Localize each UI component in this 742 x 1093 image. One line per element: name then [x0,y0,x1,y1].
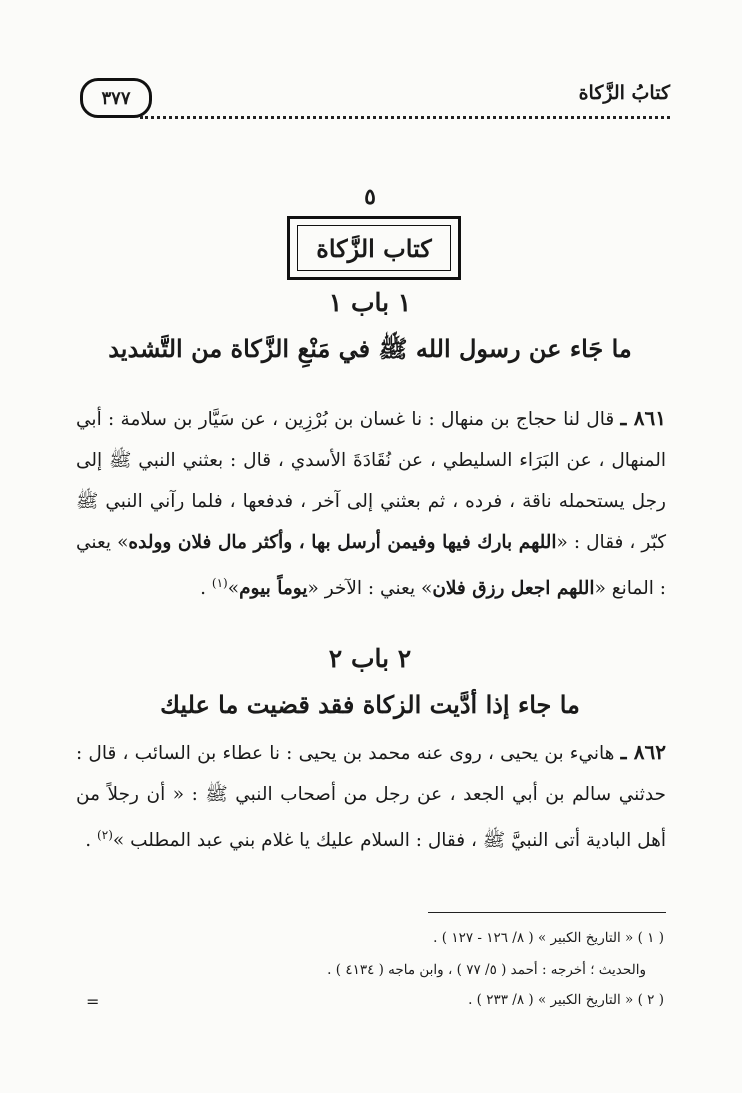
footnote-1-note: والحديث ؛ أخرجه : أحمد ( ٥/ ٧٧ ) ، وابن ماجه ( ٤١٣٤ ) . [327,962,646,978]
hadith-861-text-b: » يعني : المانع « [76,532,666,600]
book-title: كتاب الزَّكاة [297,225,451,271]
hadith-861-bold-c: يوماً بيوم [239,578,308,600]
hadith-862-text: هانيء بن يحيى ، روى عنه محمد بن يحيى : نا عطاء بن السائب ، قال : حدثني سالم بن أبي الجعد ، عن رجل من أصحاب النبي ﷺ : « أن رجلاً من أهل البادية أتى النبيَّ ﷺ ، فقال : السلام عليك يا غلام بني عبد المطلب » [76,743,666,852]
footnote-ref-1[interactable]: (١) [211,576,228,590]
hadith-861-end: . [200,578,207,600]
running-header [80,78,670,122]
hadith-861-bold-b: اللهم اجعل رزق فلان [432,578,595,600]
hadith-862 [76,732,666,861]
header-rule [140,116,670,119]
hadith-862-number: ٨٦٢ ـ [620,740,666,764]
chapter1-title: ما جَاء عن رسول الله ﷺ في مَنْعِ الزَّكاة من التَّشديد [108,334,632,363]
header-title: كتابُ الزَّكاة [578,82,670,104]
margin-mark: = [86,992,100,1011]
book-title-frame [287,216,461,280]
hadith-861-text-a: قال لنا حجاج بن منهال : نا غسان بن بُرْزِين ، عن سَيَّار بن سلامة : أبي المنهال ، عن البَرَاء السليطي ، عن نُقَادَةَ الأسدي ، قال : بعثني النبي ﷺ إلى رجل يستحمله ناقة ، فرده ، ثم بعثني إلى آخر ، فدفعها ، فلما رآني النبي ﷺ كبّر ، فقال : « [76,409,666,553]
footnote-2: ( ٢ ) « التاريخ الكبير » ( ٨/ ٢٣٣ ) . [468,992,664,1008]
chapter1-label: ١ باب ١ [328,288,412,317]
hadith-861-bold-a: اللهم بارك فيها وفيمن أرسل بها ، وأكثر مال فلان وولده [128,532,557,553]
footnote-1: ( ١ ) « التاريخ الكبير » ( ٨/ ١٢٦ - ١٢٧ ) . [433,930,664,946]
book-number: ٥ [364,184,376,210]
hadith-861-text-c: » يعني : الآخر « [307,578,433,600]
hadith-861 [76,398,666,609]
hadith-861-number: ٨٦١ ـ [620,406,666,430]
hadith-862-end: . [85,830,92,852]
chapter2-title: ما جاء إذا أدَّيت الزكاة فقد قضيت ما عليك [160,690,580,719]
footnote-separator [428,912,666,913]
chapter2-label: ٢ باب ٢ [328,644,412,673]
footnote-ref-2[interactable]: (٢) [97,828,113,842]
hadith-861-text-d: » [227,578,240,600]
page-number: ٣٧٧ [80,78,152,118]
